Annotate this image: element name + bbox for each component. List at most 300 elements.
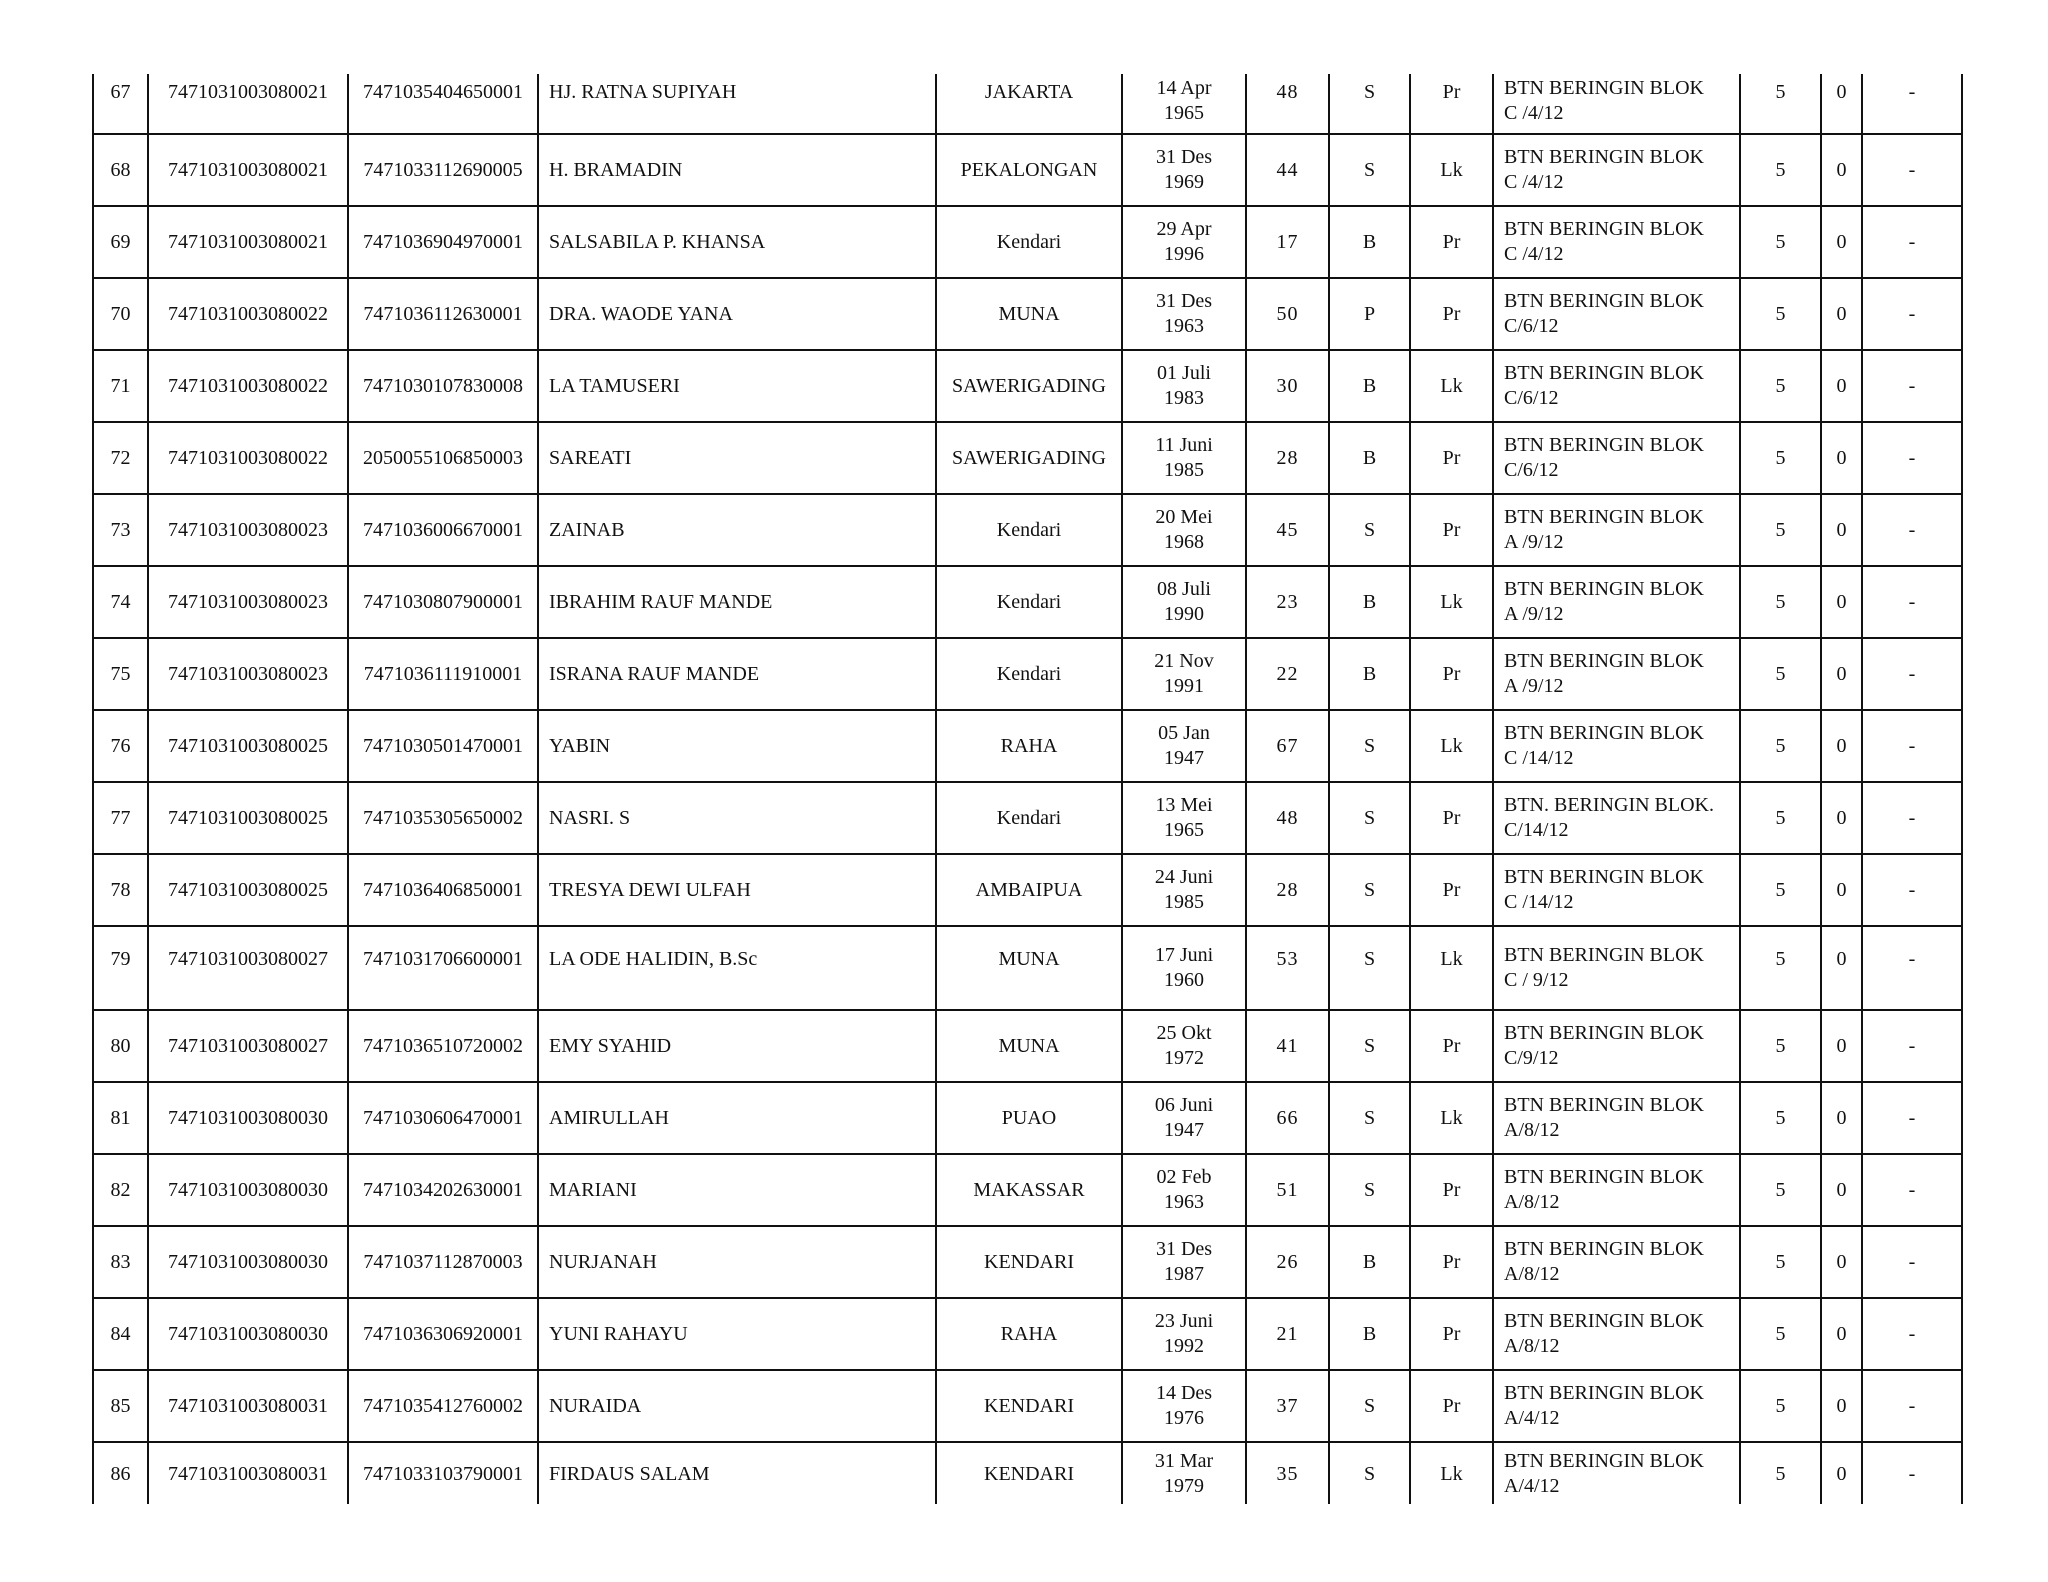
birthdate-day-month: 31 Des [1155, 290, 1213, 312]
value-cell-2: 0 [1821, 782, 1862, 854]
birthdate-day-month: 06 Juni [1154, 1094, 1214, 1116]
marital-status-cell: B [1329, 1298, 1410, 1370]
birthplace-cell: PUAO [936, 1082, 1122, 1154]
row-number-cell: 81 [93, 1082, 148, 1154]
nik-cell: 7471035404650001 [348, 74, 538, 134]
age-cell: 44 [1246, 134, 1329, 206]
address-line-1: BTN BERINGIN BLOK [1504, 146, 1704, 168]
birthdate-year: 1983 [1164, 387, 1204, 409]
age-cell: 22 [1246, 638, 1329, 710]
birthdate-year: 1963 [1164, 1191, 1204, 1213]
address-cell [1493, 638, 1740, 710]
age-cell: 48 [1246, 74, 1329, 134]
nik-cell: 7471030107830008 [348, 350, 538, 422]
family-card-number-cell: 7471031003080021 [148, 134, 348, 206]
birthdate-cell [1122, 926, 1246, 1010]
sex-cell: Pr [1410, 206, 1493, 278]
sex-cell: Pr [1410, 1370, 1493, 1442]
sex-cell: Pr [1410, 74, 1493, 134]
row-number-cell: 79 [93, 926, 148, 1010]
value-cell-3: - [1862, 638, 1962, 710]
name-cell: EMY SYAHID [538, 1010, 936, 1082]
sex-cell: Pr [1410, 494, 1493, 566]
birthdate-day-month: 14 Apr [1156, 77, 1212, 99]
table-row [93, 350, 1962, 422]
age-cell: 51 [1246, 1154, 1329, 1226]
marital-status-cell: S [1329, 1154, 1410, 1226]
sex-cell: Lk [1410, 134, 1493, 206]
value-cell-3: - [1862, 74, 1962, 134]
nik-cell: 7471036006670001 [348, 494, 538, 566]
row-number-cell: 70 [93, 278, 148, 350]
age-cell: 48 [1246, 782, 1329, 854]
address-line-2: A /9/12 [1504, 603, 1564, 625]
family-card-number-cell: 7471031003080023 [148, 638, 348, 710]
value-cell-1: 5 [1740, 1010, 1821, 1082]
table-row [93, 782, 1962, 854]
address-line-1: BTN BERINGIN BLOK [1504, 362, 1704, 384]
nik-cell: 7471034202630001 [348, 1154, 538, 1226]
birthplace-cell: KENDARI [936, 1370, 1122, 1442]
address-line-1: BTN BERINGIN BLOK [1504, 722, 1704, 744]
address-cell [1493, 494, 1740, 566]
value-cell-2: 0 [1821, 1082, 1862, 1154]
value-cell-2: 0 [1821, 1154, 1862, 1226]
family-card-number-cell: 7471031003080025 [148, 710, 348, 782]
address-cell [1493, 350, 1740, 422]
nik-cell: 7471037112870003 [348, 1226, 538, 1298]
birthdate-day-month: 25 Okt [1156, 1022, 1212, 1044]
row-number-cell: 78 [93, 854, 148, 926]
marital-status-cell: B [1329, 566, 1410, 638]
address-line-2: A /9/12 [1504, 531, 1564, 553]
age-cell: 37 [1246, 1370, 1329, 1442]
value-cell-2: 0 [1821, 926, 1862, 1010]
marital-status-cell: S [1329, 1442, 1410, 1504]
table-row [93, 1442, 1962, 1504]
marital-status-cell: B [1329, 638, 1410, 710]
name-cell: NASRI. S [538, 782, 936, 854]
birthdate-year: 1979 [1164, 1474, 1204, 1497]
birthdate-day-month: 14 Des [1155, 1382, 1213, 1404]
birthdate-cell [1122, 206, 1246, 278]
family-card-number-cell: 7471031003080030 [148, 1082, 348, 1154]
value-cell-2: 0 [1821, 494, 1862, 566]
value-cell-2: 0 [1821, 134, 1862, 206]
birthplace-cell: Kendari [936, 638, 1122, 710]
address-line-2: C /4/12 [1504, 102, 1564, 124]
value-cell-1: 5 [1740, 1298, 1821, 1370]
family-card-number-cell: 7471031003080027 [148, 1010, 348, 1082]
name-cell: DRA. WAODE YANA [538, 278, 936, 350]
name-cell: YABIN [538, 710, 936, 782]
birthdate-cell [1122, 422, 1246, 494]
birthdate-cell [1122, 854, 1246, 926]
row-number-cell: 76 [93, 710, 148, 782]
value-cell-1: 5 [1740, 134, 1821, 206]
age-cell: 30 [1246, 350, 1329, 422]
address-line-1: BTN BERINGIN BLOK [1504, 944, 1704, 966]
sex-cell: Lk [1410, 350, 1493, 422]
birthdate-day-month: 08 Juli [1157, 578, 1211, 600]
value-cell-2: 0 [1821, 278, 1862, 350]
value-cell-2: 0 [1821, 1298, 1862, 1370]
marital-status-cell: S [1329, 926, 1410, 1010]
value-cell-3: - [1862, 1298, 1962, 1370]
address-line-1: BTN BERINGIN BLOK [1504, 1094, 1704, 1116]
marital-status-cell: S [1329, 494, 1410, 566]
nik-cell: 7471033112690005 [348, 134, 538, 206]
sex-cell: Pr [1410, 422, 1493, 494]
sex-cell: Pr [1410, 782, 1493, 854]
birthplace-cell: MUNA [936, 926, 1122, 1010]
value-cell-1: 5 [1740, 494, 1821, 566]
table-row [93, 74, 1962, 134]
table-row [93, 710, 1962, 782]
name-cell: H. BRAMADIN [538, 134, 936, 206]
value-cell-1: 5 [1740, 566, 1821, 638]
address-cell [1493, 566, 1740, 638]
marital-status-cell: B [1329, 350, 1410, 422]
family-card-number-cell: 7471031003080030 [148, 1154, 348, 1226]
value-cell-1: 5 [1740, 1442, 1821, 1504]
address-cell [1493, 1298, 1740, 1370]
birthdate-year: 1972 [1164, 1047, 1204, 1069]
value-cell-2: 0 [1821, 1370, 1862, 1442]
birthdate-day-month: 29 Apr [1156, 218, 1212, 240]
family-card-number-cell: 7471031003080023 [148, 494, 348, 566]
row-number-cell: 86 [93, 1442, 148, 1504]
address-line-2: C/9/12 [1504, 1047, 1559, 1069]
nik-cell: 7471036904970001 [348, 206, 538, 278]
sex-cell: Pr [1410, 278, 1493, 350]
sex-cell: Lk [1410, 926, 1493, 1010]
birthdate-cell [1122, 1442, 1246, 1504]
value-cell-2: 0 [1821, 1010, 1862, 1082]
address-cell [1493, 1226, 1740, 1298]
name-cell: ISRANA RAUF MANDE [538, 638, 936, 710]
marital-status-cell: S [1329, 710, 1410, 782]
value-cell-1: 5 [1740, 350, 1821, 422]
value-cell-2: 0 [1821, 710, 1862, 782]
name-cell: IBRAHIM RAUF MANDE [538, 566, 936, 638]
address-cell [1493, 1082, 1740, 1154]
birthdate-cell [1122, 74, 1246, 134]
value-cell-3: - [1862, 278, 1962, 350]
birthdate-day-month: 31 Des [1155, 1238, 1213, 1260]
row-number-cell: 83 [93, 1226, 148, 1298]
birthdate-year: 1991 [1164, 675, 1204, 697]
birthdate-cell [1122, 1082, 1246, 1154]
birthplace-cell: SAWERIGADING [936, 422, 1122, 494]
address-line-2: A/8/12 [1504, 1191, 1560, 1213]
address-cell [1493, 710, 1740, 782]
row-number-cell: 75 [93, 638, 148, 710]
address-line-2: C /4/12 [1504, 243, 1564, 265]
address-line-1: BTN BERINGIN BLOK [1504, 1166, 1704, 1188]
family-card-number-cell: 7471031003080025 [148, 782, 348, 854]
marital-status-cell: S [1329, 1082, 1410, 1154]
name-cell: AMIRULLAH [538, 1082, 936, 1154]
value-cell-1: 5 [1740, 74, 1821, 134]
nik-cell: 7471036406850001 [348, 854, 538, 926]
value-cell-3: - [1862, 1442, 1962, 1504]
birthdate-day-month: 24 Juni [1154, 866, 1214, 888]
birthplace-cell: RAHA [936, 1298, 1122, 1370]
sex-cell: Pr [1410, 638, 1493, 710]
address-line-2: A/4/12 [1504, 1474, 1560, 1497]
age-cell: 67 [1246, 710, 1329, 782]
nik-cell: 7471035412760002 [348, 1370, 538, 1442]
value-cell-3: - [1862, 1010, 1962, 1082]
address-line-2: A/8/12 [1504, 1119, 1560, 1141]
address-line-1: BTN BERINGIN BLOK [1504, 506, 1704, 528]
marital-status-cell: P [1329, 278, 1410, 350]
birthplace-cell: KENDARI [936, 1442, 1122, 1504]
name-cell: LA ODE HALIDIN, B.Sc [538, 926, 936, 1010]
family-card-number-cell: 7471031003080031 [148, 1442, 348, 1504]
resident-table-page [92, 74, 1961, 1504]
value-cell-1: 5 [1740, 206, 1821, 278]
marital-status-cell: B [1329, 1226, 1410, 1298]
age-cell: 50 [1246, 278, 1329, 350]
table-row [93, 134, 1962, 206]
address-cell [1493, 422, 1740, 494]
marital-status-cell: S [1329, 1370, 1410, 1442]
birthdate-day-month: 05 Jan [1158, 722, 1210, 744]
age-cell: 45 [1246, 494, 1329, 566]
name-cell: MARIANI [538, 1154, 936, 1226]
address-line-2: C/14/12 [1504, 819, 1569, 841]
address-line-2: C /14/12 [1504, 891, 1574, 913]
value-cell-3: - [1862, 1226, 1962, 1298]
family-card-number-cell: 7471031003080021 [148, 206, 348, 278]
birthdate-year: 1947 [1164, 747, 1204, 769]
age-cell: 28 [1246, 422, 1329, 494]
birthplace-cell: PEKALONGAN [936, 134, 1122, 206]
value-cell-2: 0 [1821, 638, 1862, 710]
value-cell-2: 0 [1821, 74, 1862, 134]
birthdate-cell [1122, 1226, 1246, 1298]
birthdate-cell [1122, 566, 1246, 638]
sex-cell: Pr [1410, 1010, 1493, 1082]
family-card-number-cell: 7471031003080023 [148, 566, 348, 638]
row-number-cell: 69 [93, 206, 148, 278]
value-cell-1: 5 [1740, 1226, 1821, 1298]
table-row [93, 854, 1962, 926]
address-line-2: A /9/12 [1504, 675, 1564, 697]
value-cell-1: 5 [1740, 782, 1821, 854]
birthplace-cell: Kendari [936, 494, 1122, 566]
birthdate-year: 1985 [1164, 891, 1204, 913]
table-row [93, 1370, 1962, 1442]
age-cell: 28 [1246, 854, 1329, 926]
table-row [93, 1082, 1962, 1154]
row-number-cell: 72 [93, 422, 148, 494]
nik-cell: 7471030807900001 [348, 566, 538, 638]
nik-cell: 7471030501470001 [348, 710, 538, 782]
value-cell-2: 0 [1821, 566, 1862, 638]
marital-status-cell: S [1329, 782, 1410, 854]
table-row [93, 1298, 1962, 1370]
row-number-cell: 74 [93, 566, 148, 638]
birthdate-day-month: 02 Feb [1156, 1166, 1212, 1188]
birthplace-cell: JAKARTA [936, 74, 1122, 134]
family-card-number-cell: 7471031003080030 [148, 1298, 348, 1370]
marital-status-cell: S [1329, 854, 1410, 926]
family-card-number-cell: 7471031003080022 [148, 278, 348, 350]
value-cell-2: 0 [1821, 206, 1862, 278]
marital-status-cell: B [1329, 206, 1410, 278]
birthdate-day-month: 11 Juni [1155, 434, 1213, 456]
birthdate-day-month: 31 Des [1155, 146, 1213, 168]
birthdate-cell [1122, 782, 1246, 854]
age-cell: 17 [1246, 206, 1329, 278]
marital-status-cell: S [1329, 1010, 1410, 1082]
nik-cell: 7471036111910001 [348, 638, 538, 710]
address-line-1: BTN BERINGIN BLOK [1504, 1022, 1704, 1044]
address-line-2: A/8/12 [1504, 1335, 1560, 1357]
value-cell-3: - [1862, 566, 1962, 638]
age-cell: 26 [1246, 1226, 1329, 1298]
age-cell: 35 [1246, 1442, 1329, 1504]
value-cell-1: 5 [1740, 710, 1821, 782]
birthplace-cell: MUNA [936, 1010, 1122, 1082]
value-cell-3: - [1862, 710, 1962, 782]
birthplace-cell: Kendari [936, 206, 1122, 278]
row-number-cell: 71 [93, 350, 148, 422]
address-cell [1493, 854, 1740, 926]
birthplace-cell: SAWERIGADING [936, 350, 1122, 422]
birthdate-year: 1947 [1164, 1119, 1204, 1141]
birthdate-year: 1965 [1164, 819, 1204, 841]
table-row [93, 1010, 1962, 1082]
table-row [93, 638, 1962, 710]
family-card-number-cell: 7471031003080030 [148, 1226, 348, 1298]
birthdate-cell [1122, 710, 1246, 782]
address-cell [1493, 926, 1740, 1010]
value-cell-1: 5 [1740, 1370, 1821, 1442]
address-line-1: BTN BERINGIN BLOK [1504, 866, 1704, 888]
table-row [93, 422, 1962, 494]
marital-status-cell: S [1329, 74, 1410, 134]
nik-cell: 7471035305650002 [348, 782, 538, 854]
address-cell [1493, 1370, 1740, 1442]
name-cell: SAREATI [538, 422, 936, 494]
table-row [93, 494, 1962, 566]
value-cell-3: - [1862, 134, 1962, 206]
nik-cell: 2050055106850003 [348, 422, 538, 494]
age-cell: 53 [1246, 926, 1329, 1010]
birthdate-year: 1976 [1164, 1407, 1204, 1429]
row-number-cell: 68 [93, 134, 148, 206]
address-line-2: A/8/12 [1504, 1263, 1560, 1285]
value-cell-3: - [1862, 926, 1962, 1010]
value-cell-2: 0 [1821, 854, 1862, 926]
address-line-1: BTN BERINGIN BLOK [1504, 1238, 1704, 1260]
address-cell [1493, 74, 1740, 134]
birthplace-cell: Kendari [936, 782, 1122, 854]
birthdate-cell [1122, 1010, 1246, 1082]
address-cell [1493, 1442, 1740, 1504]
value-cell-3: - [1862, 494, 1962, 566]
address-cell [1493, 278, 1740, 350]
table-row [93, 566, 1962, 638]
address-cell [1493, 206, 1740, 278]
table-row [93, 1154, 1962, 1226]
address-line-2: C/6/12 [1504, 315, 1559, 337]
resident-table [92, 74, 1963, 1504]
address-line-1: BTN BERINGIN BLOK [1504, 1449, 1704, 1472]
birthdate-cell [1122, 350, 1246, 422]
name-cell: NURJANAH [538, 1226, 936, 1298]
row-number-cell: 84 [93, 1298, 148, 1370]
nik-cell: 7471033103790001 [348, 1442, 538, 1504]
row-number-cell: 67 [93, 74, 148, 134]
birthplace-cell: MAKASSAR [936, 1154, 1122, 1226]
table-row [93, 278, 1962, 350]
sex-cell: Pr [1410, 1226, 1493, 1298]
family-card-number-cell: 7471031003080027 [148, 926, 348, 1010]
birthplace-cell: AMBAIPUA [936, 854, 1122, 926]
address-line-2: C/6/12 [1504, 459, 1559, 481]
value-cell-3: - [1862, 350, 1962, 422]
address-line-2: C / 9/12 [1504, 969, 1569, 991]
row-number-cell: 73 [93, 494, 148, 566]
address-cell [1493, 1010, 1740, 1082]
name-cell: FIRDAUS SALAM [538, 1442, 936, 1504]
age-cell: 41 [1246, 1010, 1329, 1082]
birthdate-cell [1122, 134, 1246, 206]
address-line-1: BTN BERINGIN BLOK [1504, 434, 1704, 456]
address-cell [1493, 1154, 1740, 1226]
family-card-number-cell: 7471031003080021 [148, 74, 348, 134]
family-card-number-cell: 7471031003080022 [148, 422, 348, 494]
birthdate-year: 1992 [1164, 1335, 1204, 1357]
birthplace-cell: KENDARI [936, 1226, 1122, 1298]
name-cell: LA TAMUSERI [538, 350, 936, 422]
age-cell: 66 [1246, 1082, 1329, 1154]
value-cell-1: 5 [1740, 926, 1821, 1010]
birthdate-day-month: 21 Nov [1154, 650, 1214, 672]
birthdate-day-month: 23 Juni [1154, 1310, 1214, 1332]
nik-cell: 7471036306920001 [348, 1298, 538, 1370]
age-cell: 21 [1246, 1298, 1329, 1370]
family-card-number-cell: 7471031003080025 [148, 854, 348, 926]
address-line-1: BTN BERINGIN BLOK [1504, 290, 1704, 312]
age-cell: 23 [1246, 566, 1329, 638]
row-number-cell: 80 [93, 1010, 148, 1082]
birthdate-year: 1968 [1164, 531, 1204, 553]
value-cell-2: 0 [1821, 1226, 1862, 1298]
birthplace-cell: MUNA [936, 278, 1122, 350]
birthdate-cell [1122, 1154, 1246, 1226]
address-line-2: C/6/12 [1504, 387, 1559, 409]
birthdate-day-month: 01 Juli [1157, 362, 1211, 384]
address-line-1: BTN BERINGIN BLOK [1504, 650, 1704, 672]
name-cell: YUNI RAHAYU [538, 1298, 936, 1370]
value-cell-2: 0 [1821, 422, 1862, 494]
birthdate-day-month: 20 Mei [1155, 506, 1213, 528]
birthplace-cell: RAHA [936, 710, 1122, 782]
nik-cell: 7471036112630001 [348, 278, 538, 350]
birthdate-year: 1987 [1164, 1263, 1204, 1285]
birthdate-cell [1122, 1370, 1246, 1442]
birthdate-year: 1985 [1164, 459, 1204, 481]
name-cell: HJ. RATNA SUPIYAH [538, 74, 936, 134]
sex-cell: Lk [1410, 710, 1493, 782]
birthdate-year: 1960 [1164, 969, 1204, 991]
